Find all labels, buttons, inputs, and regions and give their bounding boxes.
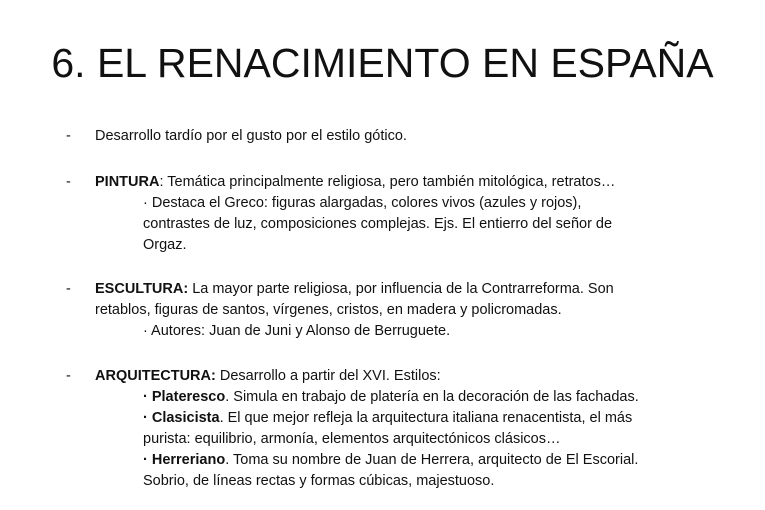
bullet-heading: ESCULTURA: [95,281,189,297]
bullet-line: · Herreriano. Toma su nombre de Juan de Herrera, arquitecto de El Escorial. [143,452,639,468]
bullet-line: Sobrio, de líneas rectas y formas cúbicas, majestuoso. [143,473,495,489]
bullet-marker: - [66,281,71,297]
bullet-marker: - [66,368,71,384]
bullet-marker: - [66,128,71,144]
bullet-line: · Clasicista. El que mejor refleja la arquitectura italiana renacentista, el más [143,410,633,426]
bullet-line: PINTURA: Temática principalmente religiosa, pero también mitológica, retratos… [95,174,616,190]
bullet-line: · Destaca el Greco: figuras alargadas, colores vivos (azules y rojos), [143,195,582,211]
style-name: · Herreriano [143,452,226,468]
style-name: · Clasicista [143,410,220,426]
bullet-line: Orgaz. [143,237,187,253]
bullet-heading: PINTURA [95,174,160,190]
bullet-heading: ARQUITECTURA: [95,368,216,384]
bullet-line: · Autores: Juan de Juni y Alonso de Berruguete. [143,323,451,339]
bullet-line: · Plateresco. Simula en trabajo de platería en la decoración de las fachadas. [143,389,639,405]
slide-title: 6. EL RENACIMIENTO EN ESPAÑA [51,40,714,86]
bullet-line: ESCULTURA: La mayor parte religiosa, por influencia de la Contrarreforma. Son [95,281,614,297]
bullet-line: retablos, figuras de santos, vírgenes, cristos, en madera y policromadas. [95,302,562,318]
bullet-line: contrastes de luz, composiciones complejas. Ejs. El entierro del señor de [143,216,613,232]
bullet-line: ARQUITECTURA: Desarrollo a partir del XVI. Estilos: [95,368,441,384]
bullet-marker: - [66,174,71,190]
bullet-line: purista: equilibrio, armonía, elementos arquitectónicos clásicos… [143,431,561,447]
bullet-line: Desarrollo tardío por el gusto por el estilo gótico. [95,128,407,144]
style-name: · Plateresco [143,389,226,405]
